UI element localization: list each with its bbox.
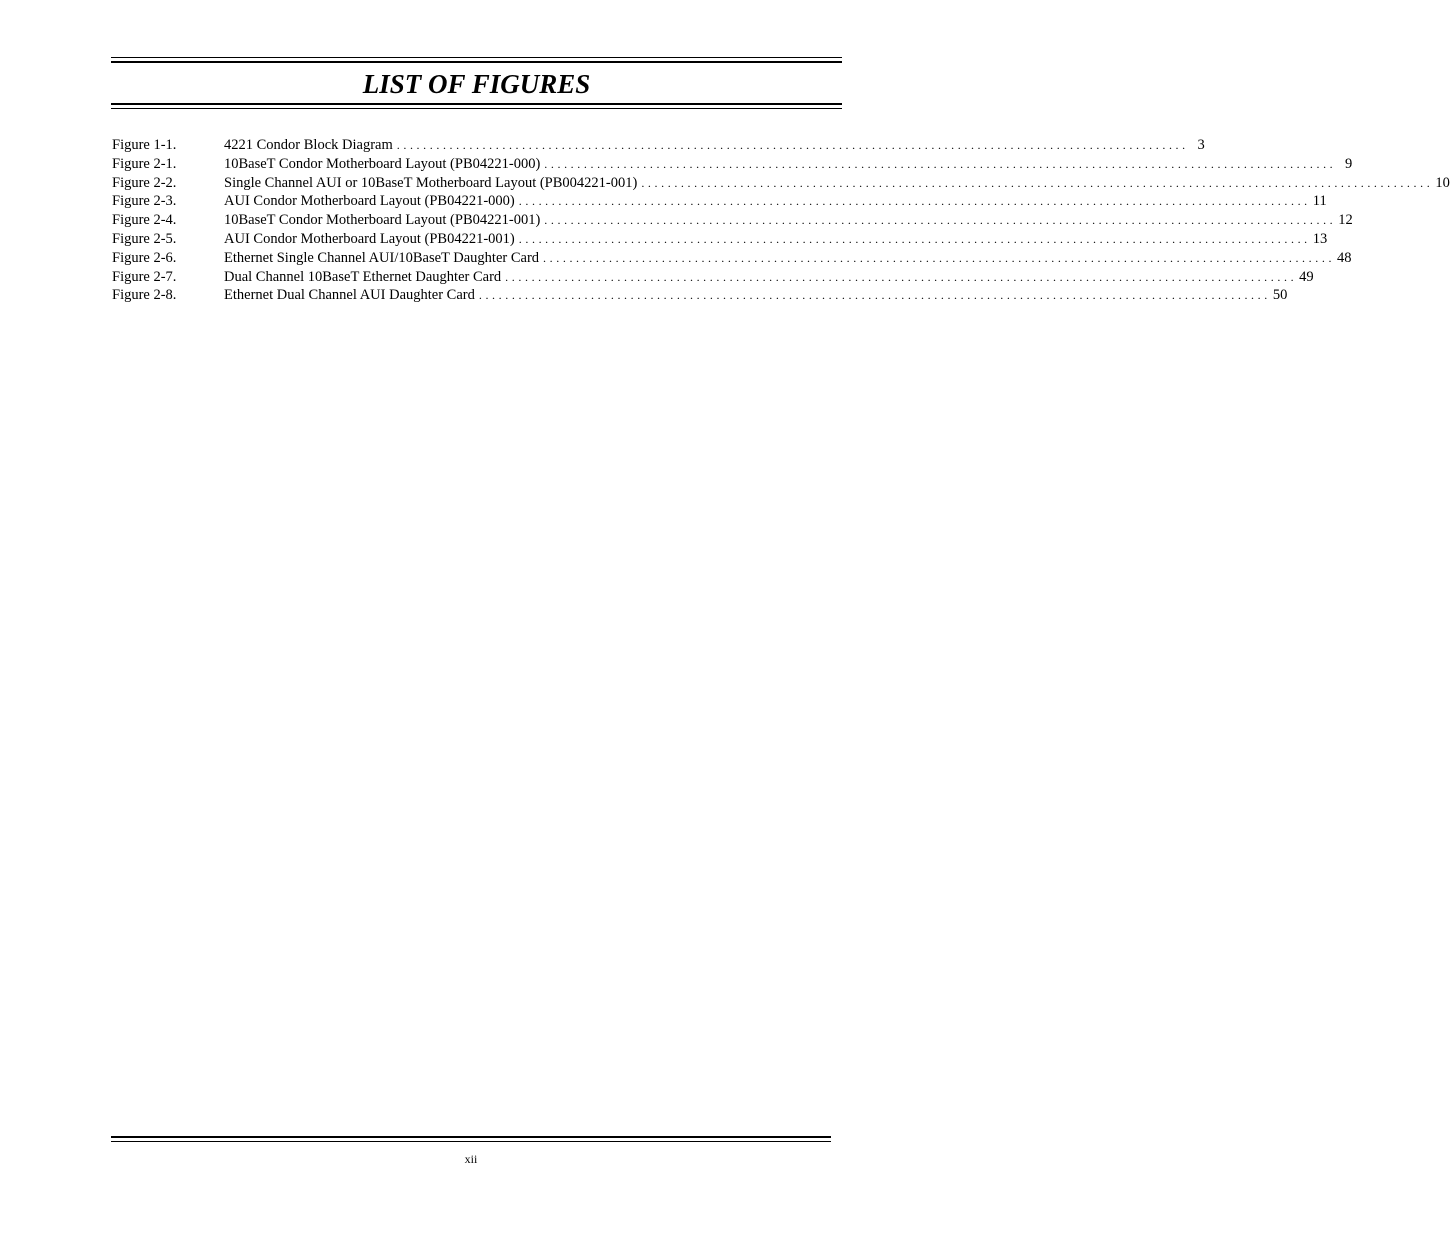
figure-caption: 10BaseT Condor Motherboard Layout (PB04221-000) (224, 155, 541, 172)
figure-number: Figure 2-3. (112, 193, 177, 210)
figure-page-number: 12 (1338, 212, 1353, 229)
figure-page-number: 3 (1197, 137, 1205, 153)
dot-leader: ........................................................................................................................ (505, 269, 1298, 284)
figure-page-number: 49 (1299, 268, 1314, 285)
header-rule-bottom-thin (111, 108, 842, 109)
dot-leader: ........................................................................................................................ (544, 156, 1337, 171)
figure-page-number: 11 (1312, 193, 1327, 210)
dot-leader: ........................................................................................................................ (641, 175, 1434, 190)
figure-number: Figure 2-5. (112, 230, 177, 247)
dot-leader: ........................................................................................................................ (396, 138, 1189, 152)
figure-caption: Dual Channel 10BaseT Ethernet Daughter Card (224, 268, 502, 285)
dot-leader: ........................................................................................................................ (543, 250, 1336, 265)
header-rule-top-thick (111, 61, 842, 63)
figure-number: Figure 1-1. (112, 137, 177, 153)
toc-entry[interactable] (111, 155, 1353, 174)
footer-rule-thin (111, 1141, 831, 1142)
figure-caption: Ethernet Dual Channel AUI Daughter Card (224, 287, 475, 304)
dot-leader: ........................................................................................................................ (518, 194, 1311, 209)
figure-caption: 10BaseT Condor Motherboard Layout (PB04221-001) (224, 212, 541, 229)
figure-number: Figure 2-4. (112, 212, 177, 229)
header-rule-bottom-thick (111, 103, 842, 105)
toc-entry[interactable] (111, 192, 1327, 211)
toc-entry[interactable] (111, 136, 1205, 155)
figure-page-number: 50 (1272, 287, 1288, 304)
figure-caption: Single Channel AUI or 10BaseT Motherboard Layout (PB004221-001) (224, 174, 638, 191)
dot-leader: ........................................................................................................................ (478, 288, 1271, 303)
figure-number: Figure 2-6. (112, 249, 177, 266)
figure-number: Figure 2-1. (112, 155, 177, 172)
figure-page-number: 9 (1345, 155, 1353, 172)
figure-number: Figure 2-2. (112, 174, 177, 191)
dot-leader: ........................................................................................................................ (518, 231, 1311, 246)
figure-caption: AUI Condor Motherboard Layout (PB04221-000) (224, 193, 515, 210)
figure-page-number: 48 (1337, 249, 1352, 266)
page-title: LIST OF FIGURES (362, 69, 591, 99)
figure-page-number: 13 (1312, 230, 1328, 247)
figure-caption: Ethernet Single Channel AUI/10BaseT Daughter Card (224, 249, 540, 266)
figure-page-number: 10 (1435, 174, 1450, 191)
toc-entry[interactable] (111, 211, 1353, 230)
figure-number: Figure 2-8. (112, 287, 177, 304)
header-rule-top-thin (111, 57, 842, 58)
list-of-figures (111, 136, 1450, 305)
toc-entry[interactable] (111, 174, 1450, 193)
toc-entry[interactable] (111, 249, 1352, 268)
toc-entry[interactable] (111, 268, 1314, 287)
figure-caption: 4221 Condor Block Diagram (224, 137, 393, 153)
figure-caption: AUI Condor Motherboard Layout (PB04221-001) (224, 230, 515, 247)
toc-entry[interactable] (111, 230, 1328, 249)
page-number: xii (464, 1152, 478, 1166)
footer-rule-thick (111, 1136, 831, 1138)
toc-entry[interactable] (111, 286, 1288, 305)
figure-number: Figure 2-7. (112, 268, 177, 285)
dot-leader: ........................................................................................................................ (544, 213, 1337, 228)
